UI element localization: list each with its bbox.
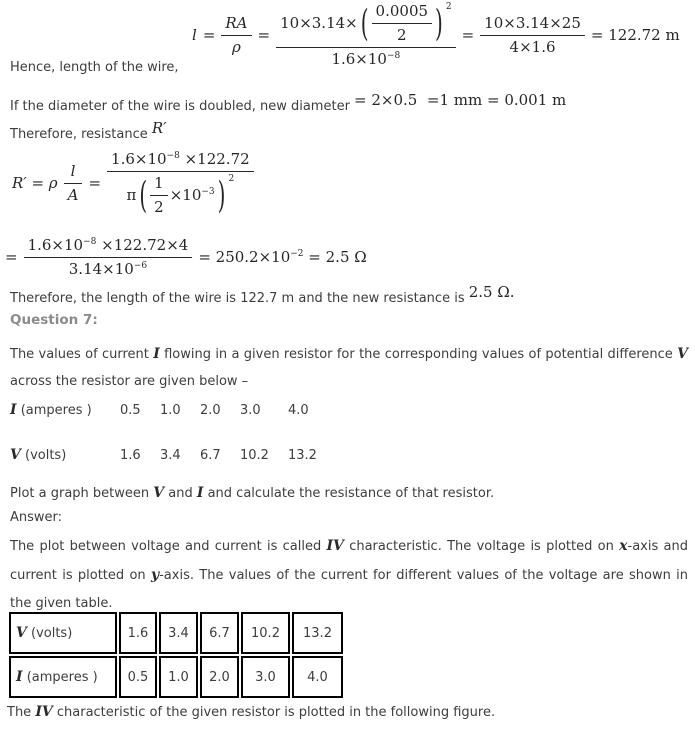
var-V: V xyxy=(10,447,21,463)
equation-row xyxy=(5,236,367,279)
value: 13.2 xyxy=(288,448,317,463)
denominator: 4×1.6 xyxy=(480,35,585,57)
numerator: 10×3.14×25 xyxy=(484,13,581,32)
var-I: I xyxy=(10,402,17,418)
table-row-label xyxy=(9,612,117,654)
denominator: $3.14\times 10^{-6}$ xyxy=(24,257,193,279)
equals-sign: = xyxy=(202,25,216,44)
value: 10.2 xyxy=(240,448,269,463)
formula-result: = $250.2\times 10^{-2} = 2.5$ Ω xyxy=(198,247,367,266)
lhs-R-prime-rho: R′ = ρ xyxy=(12,173,58,192)
question-paragraph: The values of current I flowing in a given resistor for the corresponding values of potential difference V across the resistor are given below – xyxy=(10,346,689,389)
row-label-rest: (volts) xyxy=(26,626,73,641)
pi-symbol: π xyxy=(126,185,137,204)
open-paren: ( xyxy=(360,1,369,45)
denominator: A xyxy=(64,183,83,205)
fraction-simplified xyxy=(480,14,585,57)
fraction-inner xyxy=(372,2,433,45)
equation-row xyxy=(192,2,680,68)
numerator: $1.6\times 10^{-8} \times 122.72\times 4$ xyxy=(27,236,189,254)
value: 3.4 xyxy=(160,448,181,463)
table-cell: 3.4 xyxy=(159,612,198,654)
line-resistance-text: Therefore, resistance xyxy=(10,127,152,142)
line-conclusion xyxy=(10,283,515,306)
vi-table-wrapper xyxy=(7,610,345,700)
table-cell: 6.7 xyxy=(200,612,239,654)
line-conclusion-math: 2.5 Ω. xyxy=(468,283,515,301)
row-label xyxy=(10,447,120,463)
answer-paragraph: The plot between voltage and current is called IV characteristic. The voltage is plotted on x-axis and current is plotted on y-axis. The values of the current for different values of the voltage are shown in the given table. xyxy=(10,538,688,611)
formula-wire-length xyxy=(192,2,680,68)
var-V: V xyxy=(16,625,27,641)
exponent: 2 xyxy=(228,173,235,184)
table-row-volts xyxy=(9,612,343,654)
table-cell: 4.0 xyxy=(292,656,343,698)
numerator: 1 xyxy=(154,173,164,192)
row-label-rest: (amperes ) xyxy=(16,403,92,418)
numerator: $1.6\times 10^{-8} \times 122.72$ xyxy=(111,150,250,168)
var-l: l xyxy=(192,25,197,44)
fraction-inner xyxy=(150,174,168,217)
line-diameter-text: If the diameter of the wire is doubled, new diameter xyxy=(10,99,355,114)
row-label-rest: (amperes ) xyxy=(22,670,98,685)
line-diameter-math: = 2×0.5 =1 mm = 0.001 m xyxy=(354,91,567,109)
exponent: 2 xyxy=(445,2,452,12)
row-label xyxy=(10,402,120,418)
table-row-label xyxy=(9,656,117,698)
line-diameter xyxy=(10,91,567,114)
fraction-l-over-A xyxy=(64,162,83,205)
plot-instruction: Plot a graph between V and I and calculate the resistance of that resistor. xyxy=(10,485,495,501)
fraction-main xyxy=(276,2,455,68)
numerator: 0.0005 xyxy=(375,2,429,20)
table-caption: The IV characteristic of the given resistor is plotted in the following figure. xyxy=(7,704,496,720)
table-cell: 13.2 xyxy=(292,612,343,654)
value: 1.0 xyxy=(160,403,181,418)
value: 6.7 xyxy=(200,448,221,463)
line-conclusion-text: Therefore, the length of the wire is 122.7 m and the new resistance is xyxy=(10,291,469,306)
table-row-amperes xyxy=(9,656,343,698)
close-paren: ) xyxy=(217,173,226,217)
var-R-prime: R′ xyxy=(151,119,167,137)
open-paren: ( xyxy=(139,173,148,217)
formula-result: = 122.72 m xyxy=(590,25,680,44)
equals-sign: = xyxy=(5,247,18,266)
table-cell: 10.2 xyxy=(241,612,290,654)
voltage-values-row xyxy=(10,447,317,463)
var-I: I xyxy=(16,669,23,685)
line-hence: Hence, length of the wire, xyxy=(10,60,179,75)
den-suffix: $\times 10^{-3}$ xyxy=(169,185,215,204)
denominator xyxy=(107,171,254,217)
current-values-row xyxy=(10,402,309,418)
value: 2.0 xyxy=(200,403,221,418)
table-cell: 1.0 xyxy=(159,656,198,698)
table-cell: 3.0 xyxy=(241,656,290,698)
formula-resistance-result xyxy=(5,236,367,279)
answer-label: Answer: xyxy=(10,510,63,525)
fraction-main xyxy=(107,150,254,216)
fraction xyxy=(24,236,193,279)
formula-new-resistance xyxy=(12,150,254,216)
value: 3.0 xyxy=(240,403,261,418)
numerator: RA xyxy=(225,13,248,32)
equals-sign: = xyxy=(88,173,102,192)
value: 4.0 xyxy=(288,403,309,418)
denominator: 2 xyxy=(372,23,433,45)
equals-sign: = xyxy=(257,25,271,44)
equation-row xyxy=(12,150,254,216)
table-cell: 0.5 xyxy=(119,656,157,698)
table-cell: 2.0 xyxy=(200,656,239,698)
denominator: 2 xyxy=(150,195,168,217)
close-paren: ) xyxy=(435,1,443,45)
value: 0.5 xyxy=(120,403,141,418)
numerator xyxy=(276,2,455,47)
table-cell: 1.6 xyxy=(119,612,157,654)
denominator: $1.6\times 10^{-8}$ xyxy=(276,47,455,69)
value: 1.6 xyxy=(120,448,141,463)
line-resistance xyxy=(10,119,167,142)
vi-table xyxy=(7,610,345,700)
row-label-rest: (volts) xyxy=(20,448,67,463)
question-heading: Question 7: xyxy=(10,312,98,328)
numerator: l xyxy=(70,161,76,180)
fraction-RA-over-rho xyxy=(221,14,251,57)
denominator: ρ xyxy=(221,35,251,57)
equals-sign: = xyxy=(461,25,475,44)
num-prefix: 10×3.14× xyxy=(280,13,358,32)
